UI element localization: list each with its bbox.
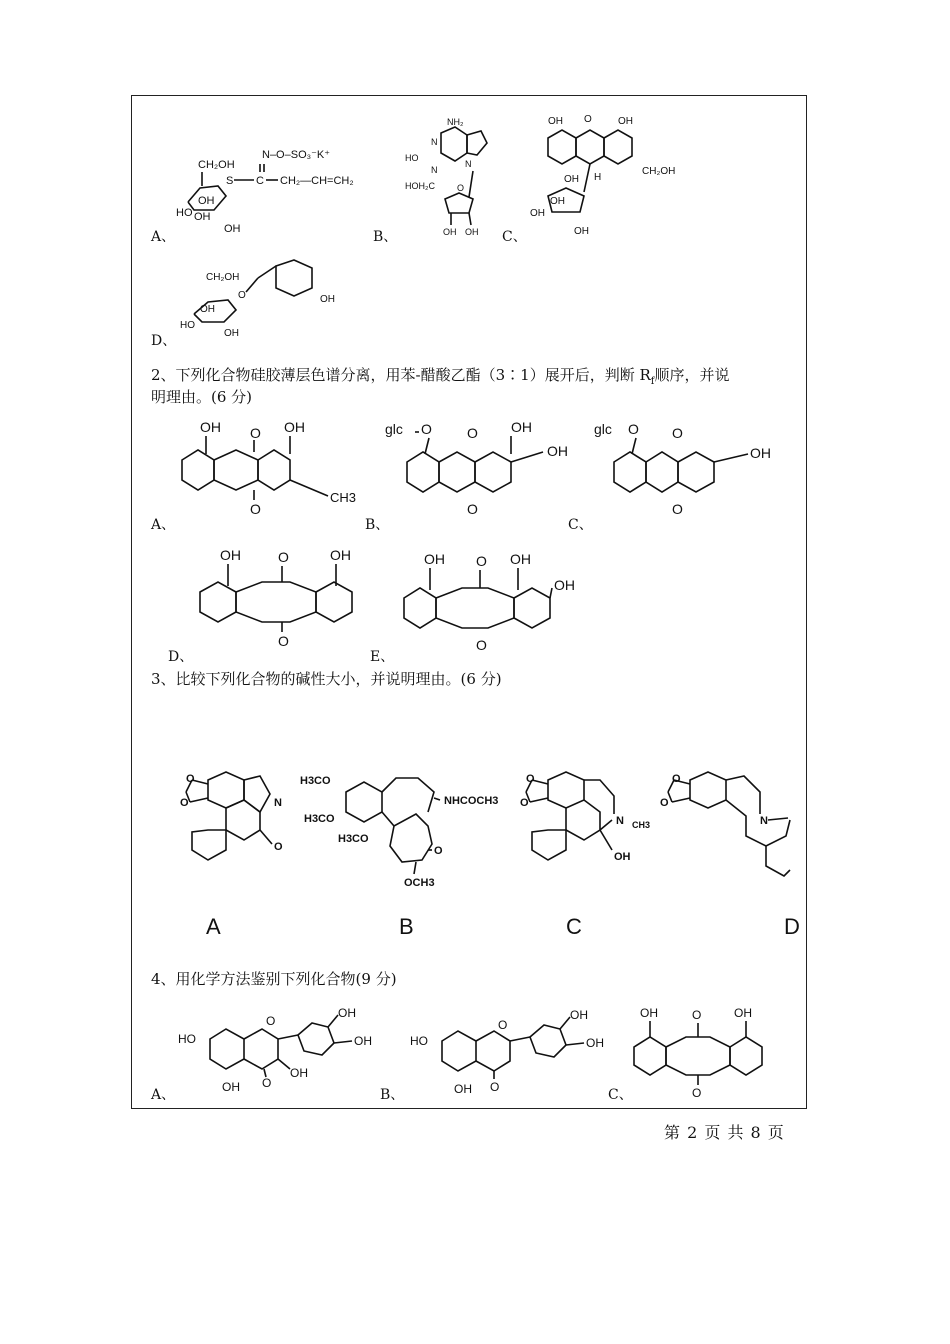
q3a-o1-label: O	[186, 773, 195, 785]
q2-molecule-d	[196, 542, 376, 652]
q2e-o2-label: O	[476, 637, 487, 653]
q3c-n-label: N	[616, 815, 624, 827]
q4b-o-label: O	[498, 1018, 508, 1032]
q1d-o-label: O	[238, 290, 246, 301]
q1c-oh5-label: OH	[530, 208, 545, 219]
q3a-o2-label: O	[180, 797, 189, 809]
q2c-glc-label: glc	[594, 421, 612, 437]
q1b-n1-label: N	[431, 137, 438, 147]
q4b-oh1-label: OH	[570, 1008, 588, 1022]
q1b-oh1-label: OH	[443, 227, 457, 237]
q1-molecule-c	[530, 112, 680, 237]
q2-text-line2: 明理由。(6 分)	[151, 388, 253, 406]
q4b-ho-label: HO	[410, 1034, 428, 1048]
q4b-oh3-label: OH	[454, 1082, 472, 1096]
q1-label-c: C、	[502, 229, 527, 245]
q2c-olink-label: O	[628, 421, 639, 437]
q1b-n3-label: N	[431, 165, 438, 175]
q3c-ch3-label: CH3	[632, 820, 651, 830]
q4a-oh3-label: OH	[290, 1066, 308, 1080]
q3-molecule-c	[510, 770, 660, 890]
q3b-h3co2-label: H3CO	[304, 813, 335, 825]
q1a-ho-label: HO	[176, 207, 193, 219]
q3b-o-label: O	[434, 845, 443, 857]
q2e-o1-label: O	[476, 553, 487, 569]
q2-label-a: A、	[151, 517, 176, 533]
q2b-glc-label: glc	[385, 421, 403, 437]
q4-label-c: C、	[608, 1087, 633, 1103]
q4c-o2-label: O	[692, 1086, 702, 1100]
q1a-oh1-label: OH	[198, 195, 215, 207]
q3d-o1-label: O	[672, 773, 681, 785]
q2a-ch3-label: CH3	[330, 490, 357, 505]
q3-molecule-b	[298, 770, 508, 900]
q1b-n2-label: N	[465, 159, 472, 169]
q2b-o1-label: O	[467, 425, 478, 441]
q1a-ch2oh-label: CH₂OH	[198, 159, 235, 171]
q1a-oh2-label: OH	[194, 211, 211, 223]
q4c-o1-label: O	[692, 1008, 702, 1022]
q4b-oh2-label: OH	[586, 1036, 604, 1050]
q3c-oh-label: OH	[614, 851, 631, 863]
q1-molecule-d	[180, 258, 350, 340]
q1b-o-label: O	[457, 183, 465, 193]
q2-label-c: C、	[568, 517, 593, 533]
q3b-och3-label: OCH3	[404, 877, 435, 889]
q1b-oh2-label: OH	[465, 227, 479, 237]
q2c-o2-label: O	[672, 501, 683, 517]
q3-text: 3、比较下列化合物的碱性大小，并说明理由。(6 分)	[151, 670, 502, 688]
q2b-oh1-label: OH	[511, 419, 532, 435]
q4c-oh1-label: OH	[640, 1006, 658, 1020]
q1-label-b: B、	[373, 229, 398, 245]
q1d-oh3-label: OH	[224, 328, 239, 339]
q1b-nh2-label: NH₂	[447, 117, 464, 127]
q4-molecule-c	[630, 1003, 770, 1103]
q3-letter-d: D	[784, 914, 800, 939]
q3b-h3co3-label: H3CO	[338, 833, 369, 845]
q1d-ho-label: HO	[180, 320, 195, 331]
q3-letter-c: C	[566, 914, 582, 939]
q2c-oh-label: OH	[750, 445, 771, 461]
q2e-oh2-label: OH	[510, 551, 531, 567]
q4-text: 4、用化学方法鉴别下列化合物(9 分)	[151, 970, 397, 988]
q2a-o2-label: O	[250, 501, 261, 517]
q1c-oh1-label: OH	[548, 116, 563, 127]
q2b-o2-label: O	[467, 501, 478, 517]
q4a-o-label: O	[266, 1014, 276, 1028]
q1d-oh-label: OH	[320, 294, 335, 305]
q2-text-part1: 2、下列化合物硅胶薄层色谱分离，用苯-醋酸乙酯（3∶1）展开后，判断 R	[151, 366, 651, 384]
q2e-oh3-label: OH	[554, 577, 575, 593]
q1d-oh2-label: OH	[200, 304, 215, 315]
q1c-oh4-label: OH	[550, 196, 565, 207]
q4-molecule-a	[178, 1005, 378, 1097]
q3-letter-b: B	[399, 914, 414, 939]
q3a-o3-label: O	[274, 841, 283, 853]
q1b-hoh2c-label: HOH₂C	[405, 181, 435, 191]
q2a-o1-label: O	[250, 425, 261, 441]
q1a-c-label: C	[256, 175, 264, 187]
q3-molecule-a	[170, 770, 290, 890]
q2-molecule-c	[594, 418, 794, 518]
q3c-o2-label: O	[520, 797, 529, 809]
q4a-oh4-label: OH	[222, 1080, 240, 1094]
q2a-oh1-label: OH	[200, 419, 221, 435]
q3b-nhcoch3-label: NHCOCH3	[444, 795, 499, 807]
q2-label-b: B、	[365, 517, 390, 533]
q2d-o1-label: O	[278, 549, 289, 565]
q1-label-a: A、	[151, 229, 176, 245]
q2e-oh1-label: OH	[424, 551, 445, 567]
q2d-oh2-label: OH	[330, 547, 351, 563]
q1c-oh2-label: OH	[618, 116, 633, 127]
q1-molecule-b	[405, 113, 515, 238]
q4-molecule-b	[410, 1005, 610, 1097]
q2c-o1-label: O	[672, 425, 683, 441]
q4b-o2-label: O	[490, 1080, 500, 1094]
q3c-o1-label: O	[526, 773, 535, 785]
q4a-oh1-label: OH	[338, 1006, 356, 1020]
q1a-no-label: N–O–SO₃⁻K⁺	[262, 149, 331, 161]
q1b-ho-label: HO	[405, 153, 419, 163]
q2d-oh1-label: OH	[220, 547, 241, 563]
q2-text-part2: 顺序，并说	[654, 366, 730, 384]
q4a-o2-label: O	[262, 1076, 272, 1090]
q4a-oh2-label: OH	[354, 1034, 372, 1048]
q2a-oh2-label: OH	[284, 419, 305, 435]
q2-molecule-e	[400, 546, 600, 656]
q1c-o-label: O	[584, 114, 592, 125]
q2-label-e: E、	[370, 649, 395, 665]
q4c-oh2-label: OH	[734, 1006, 752, 1020]
q1-label-d: D、	[151, 333, 177, 349]
q1c-ch2oh-label: CH₂OH	[642, 166, 676, 177]
q1-molecule-a	[170, 140, 380, 240]
q3-molecule-d	[656, 770, 796, 890]
q3a-n-label: N	[274, 797, 282, 809]
q3-letter-a: A	[206, 914, 221, 939]
q1a-oh3-label: OH	[224, 223, 241, 235]
q1d-ch2oh-label: CH₂OH	[206, 272, 240, 283]
page-number: 第 2 页 共 8 页	[664, 1123, 785, 1142]
q4-label-a: A、	[151, 1087, 176, 1103]
q2-label-d: D、	[168, 649, 194, 665]
q4a-ho-label: HO	[178, 1032, 196, 1046]
q4-label-b: B、	[380, 1087, 405, 1103]
q1c-h-label: H	[594, 172, 602, 183]
q2d-o2-label: O	[278, 633, 289, 649]
q3b-h3co1-label: H3CO	[300, 775, 331, 787]
q3d-n-label: N	[760, 815, 768, 827]
q2-text-subscript: f	[650, 376, 655, 387]
q2-molecule-b	[385, 418, 585, 518]
q3d-o2-label: O	[660, 797, 669, 809]
q2b-oh2-label: OH	[547, 443, 568, 459]
q2-molecule-a	[178, 418, 368, 518]
q1c-oh6-label: OH	[574, 226, 589, 237]
q1a-s-label: S	[226, 175, 234, 187]
q1a-chain-label: CH₂—CH=CH₂	[280, 175, 354, 187]
q1c-oh3-label: OH	[564, 174, 579, 185]
q2b-olink-label: O	[421, 421, 432, 437]
